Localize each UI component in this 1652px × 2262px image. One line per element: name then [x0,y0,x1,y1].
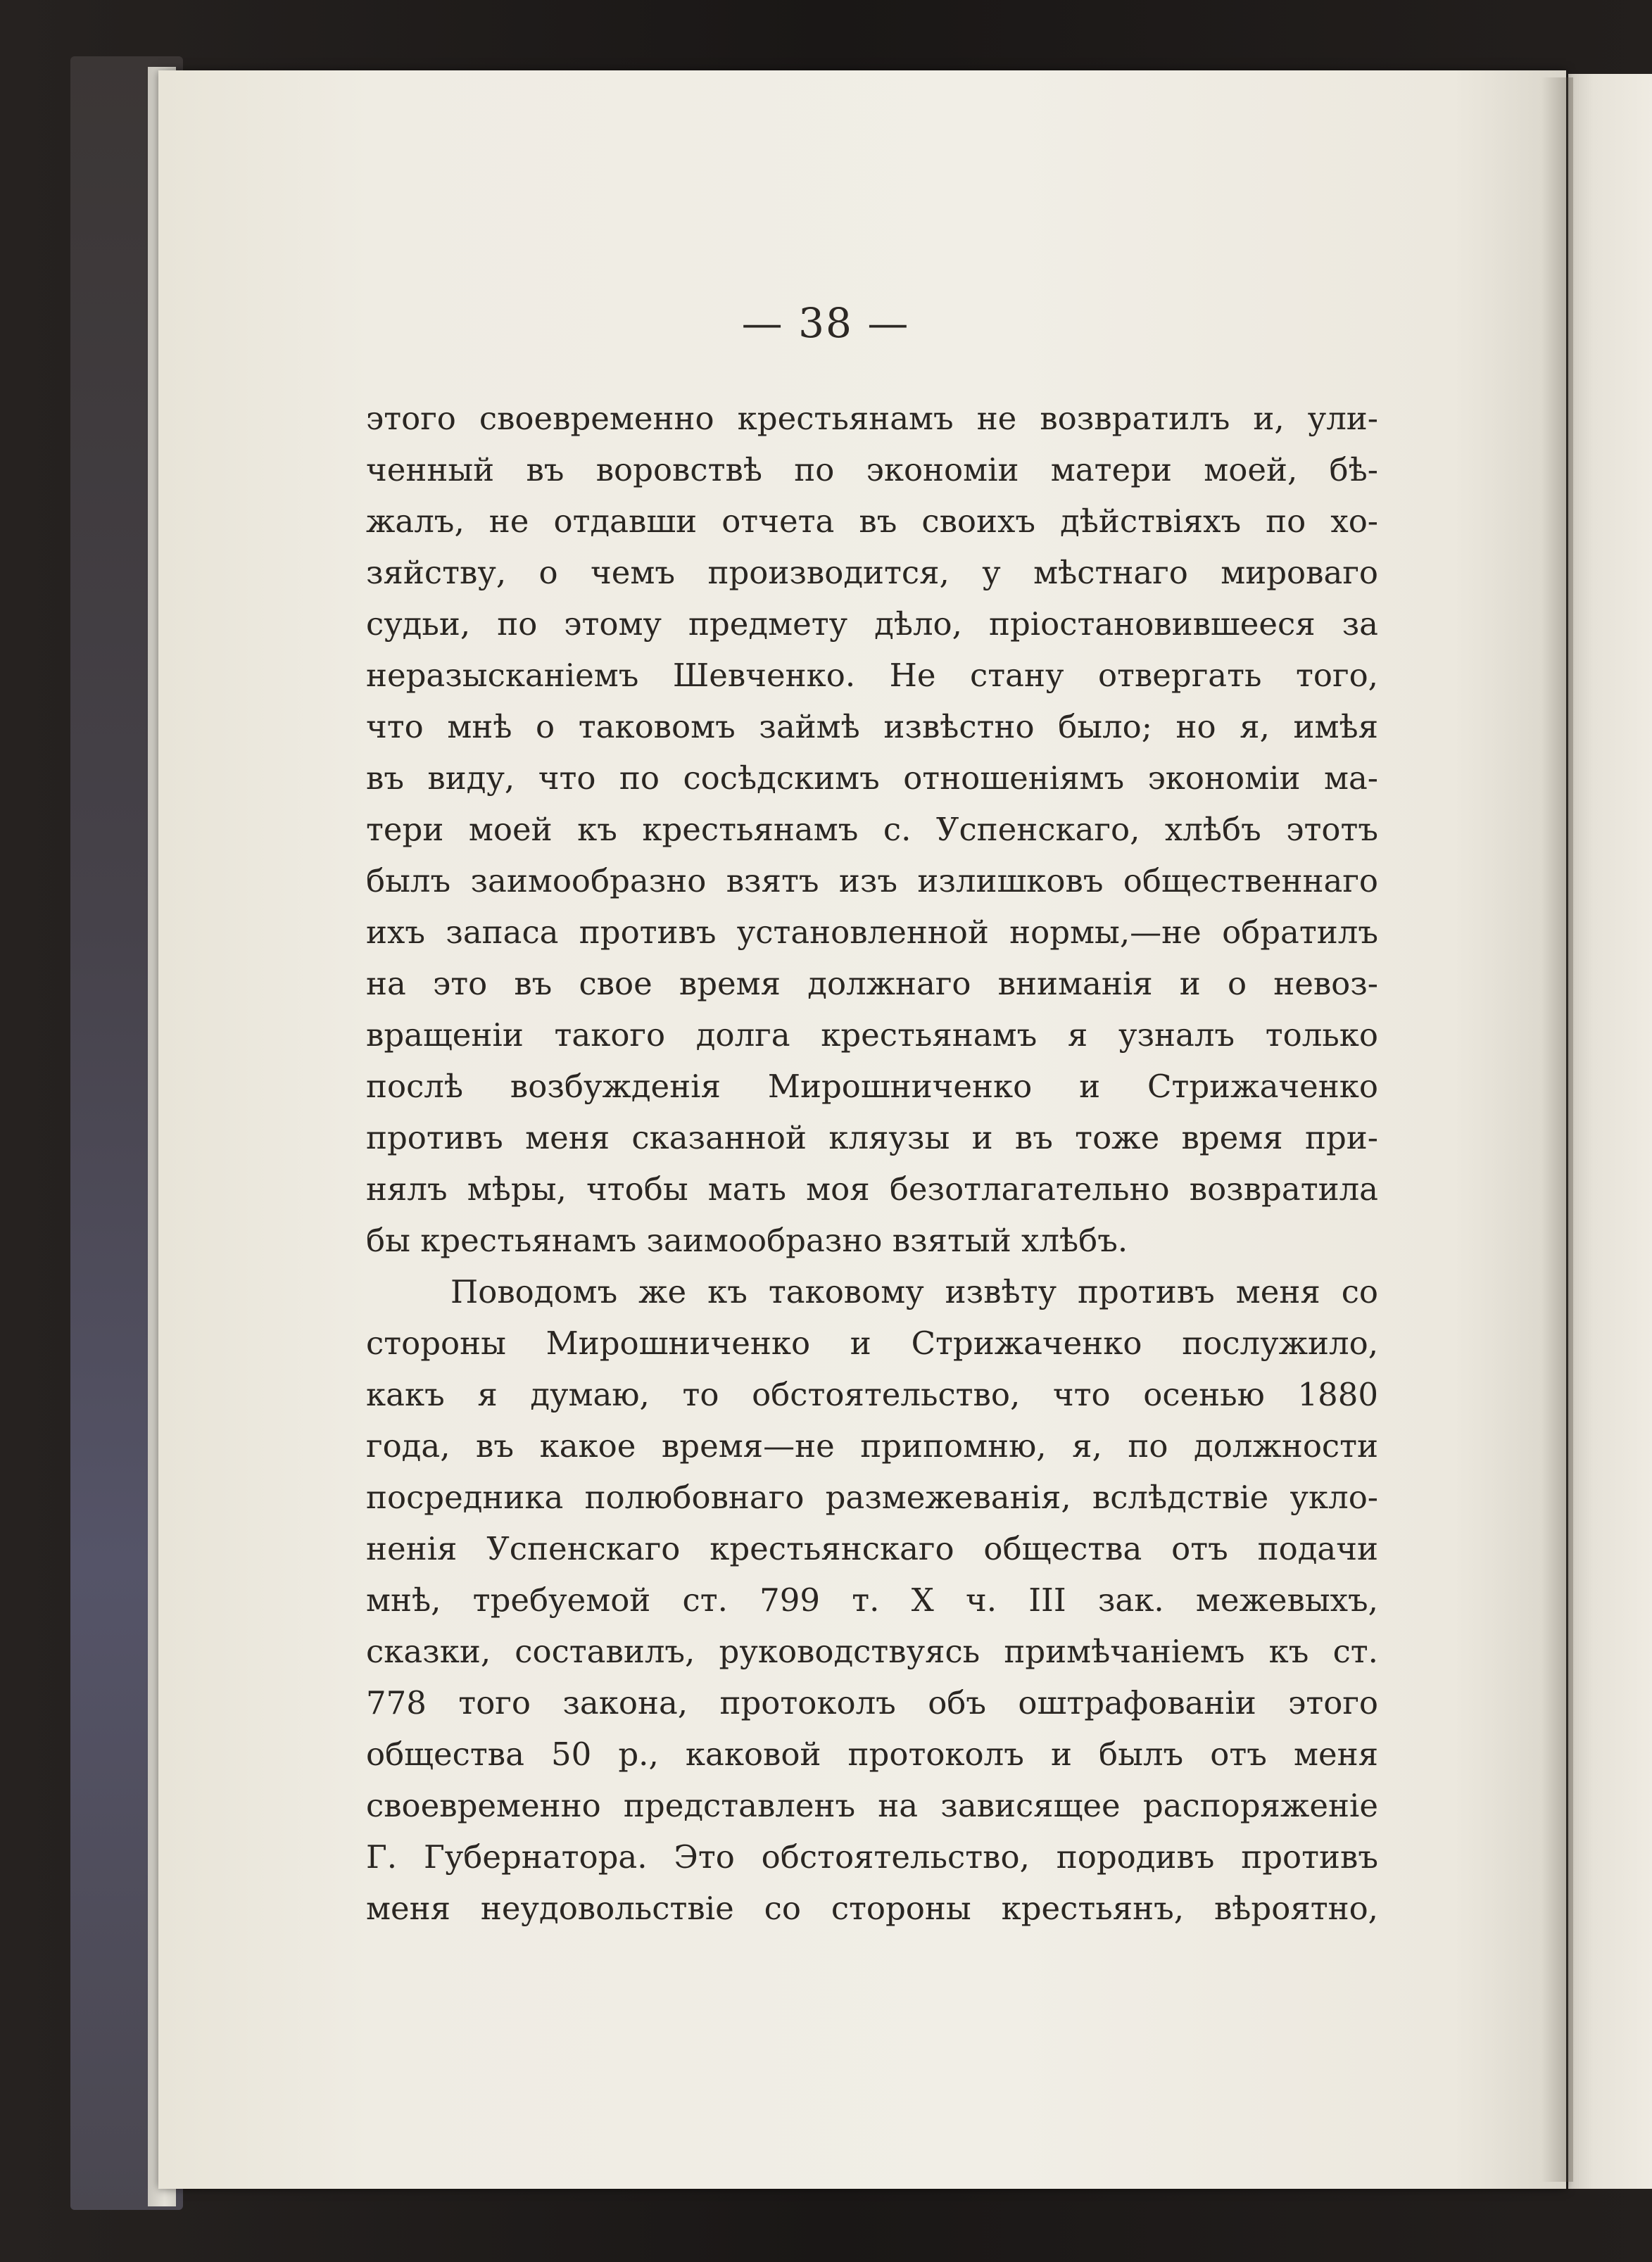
text-line: послѣ возбужденія Мирошниченко и Стрижаченко [366,1068,1378,1105]
text-line: какъ я думаю, то обстоятельство, что осенью 1880 [366,1376,1378,1413]
text-line: что мнѣ о таковомъ займѣ извѣстно было; но я, имѣя [366,708,1378,745]
text-line: неразысканіемъ Шевченко. Не стану отвергать того, [366,657,1378,694]
text-line: этого своевременно крестьянамъ не возвратилъ и, ули- [366,400,1378,437]
text-line: общества 50 р., каковой протоколъ и былъ отъ меня [366,1736,1378,1773]
facing-page-edge [1568,74,1652,2189]
text-line: ненія Успенскаго крестьянскаго общества отъ подачи [366,1530,1378,1567]
text-line: зяйству, о чемъ производится, у мѣстнаго мироваго [366,554,1378,591]
paragraph-start-line: Поводомъ же къ таковому извѣту противъ меня со [450,1273,1378,1310]
text-line: нялъ мѣры, чтобы мать моя безотлагательно возвратила [366,1170,1378,1208]
text-line: судьи, по этому предмету дѣло, пріостановившееся за [366,605,1378,643]
text-line: на это въ свое время должнаго вниманія и о невоз- [366,965,1378,1002]
text-line: противъ меня сказанной кляузы и въ тоже время при- [366,1119,1378,1156]
text-line: сказки, составилъ, руководствуясь примѣчаніемъ къ ст. [366,1633,1378,1670]
page-gutter-shadow [1541,77,1573,2182]
text-line: жалъ, не отдавши отчета въ своихъ дѣйствіяхъ по хо- [366,503,1378,540]
text-line: ихъ запаса противъ установленной нормы,—не обратилъ [366,914,1378,951]
text-line: стороны Мирошниченко и Стрижаченко послужило, [366,1325,1378,1362]
text-line: въ виду, что по сосѣдскимъ отношеніямъ экономіи ма- [366,759,1378,797]
paragraph-end-line: бы крестьянамъ заимообразно взятый хлѣбъ. [366,1222,1128,1259]
text-line: мнѣ, требуемой ст. 799 т. X ч. III зак. межевыхъ, [366,1581,1378,1619]
text-line: тери моей къ крестьянамъ с. Успенскаго, хлѣбъ этотъ [366,811,1378,848]
text-line: былъ заимообразно взятъ изъ излишковъ общественнаго [366,862,1378,899]
text-line: Г. Губернатора. Это обстоятельство, породивъ противъ [366,1838,1378,1876]
text-line: 778 того закона, протоколъ объ оштрафованіи этого [366,1684,1378,1721]
text-line: своевременно представленъ на зависящее распоряженіе [366,1787,1378,1824]
text-line: вращеніи такого долга крестьянамъ я узналъ только [366,1016,1378,1054]
text-line: посредника полюбовнаго размежеванія, вслѣдствіе укло- [366,1479,1378,1516]
page-body-text [366,393,1378,1934]
text-line: меня неудовольствіе со стороны крестьянъ, вѣроятно, [366,1890,1378,1927]
page-number: — 38 — [741,299,910,347]
text-line: года, въ какое время—не припомню, я, по должности [366,1427,1378,1465]
text-line: ченный въ воровствѣ по экономіи матери моей, бѣ- [366,451,1378,488]
